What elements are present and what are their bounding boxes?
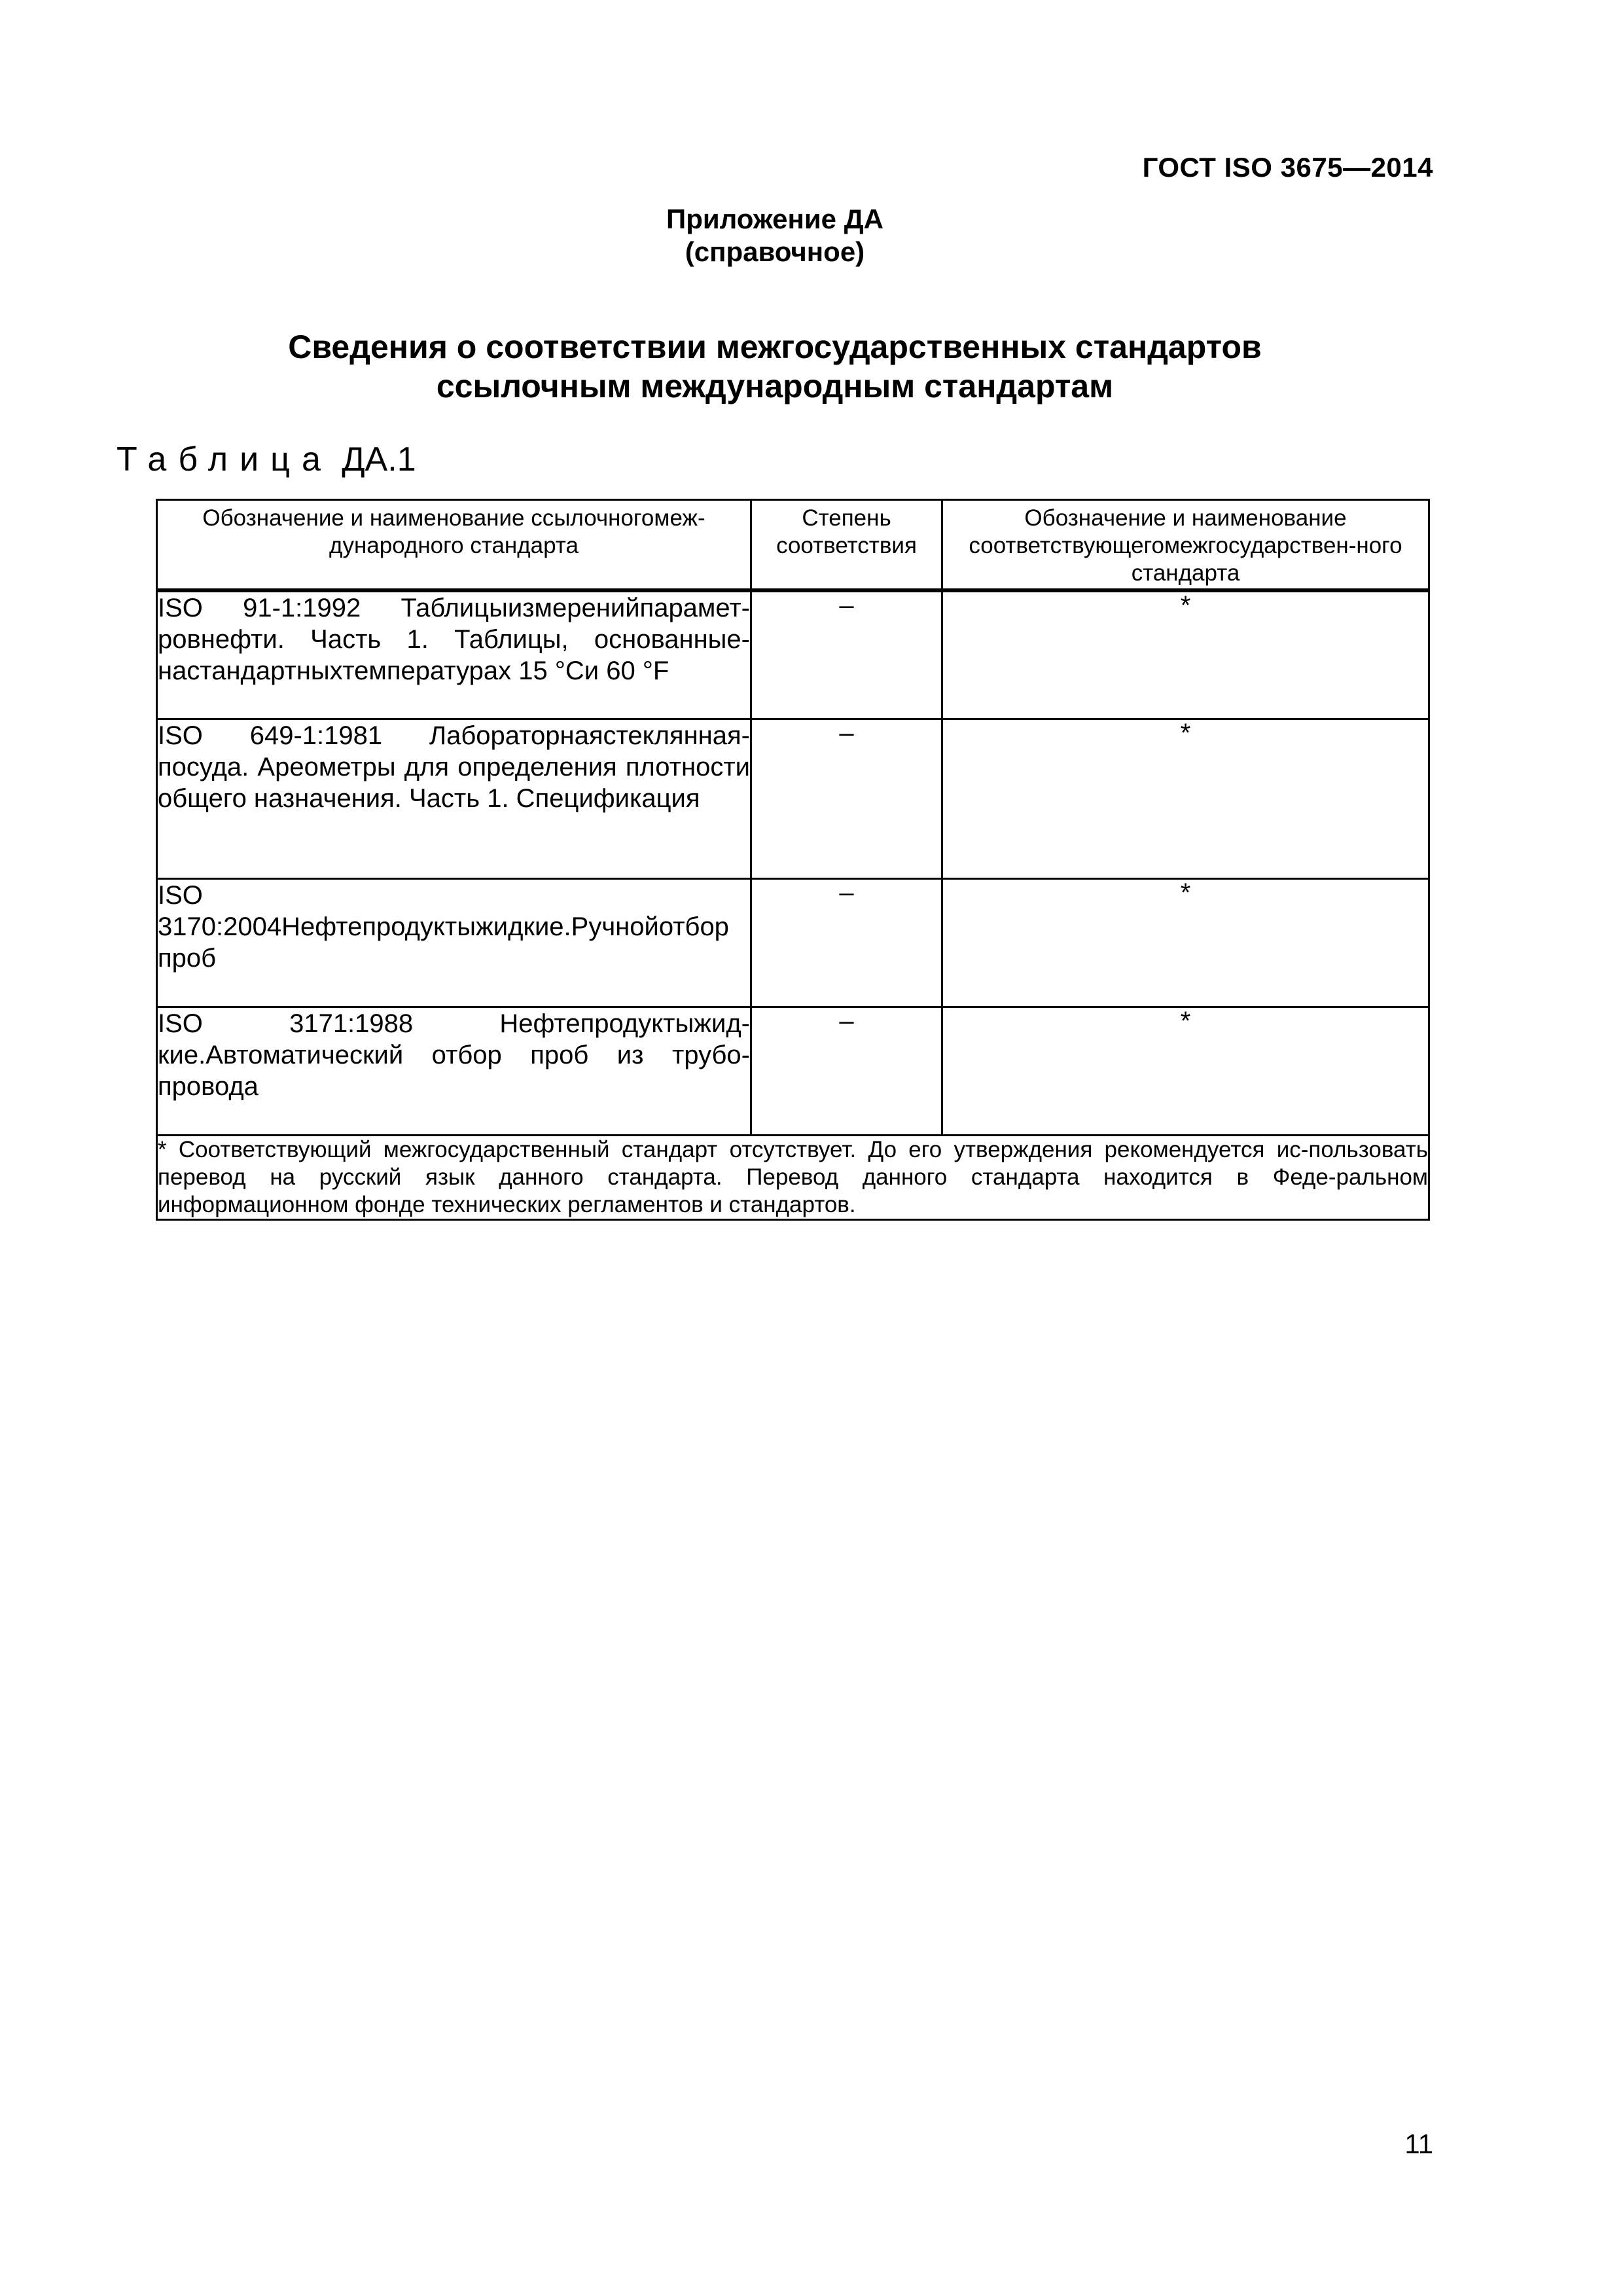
table-row [157, 719, 1429, 878]
reference-standard-cell: ISO 649-1:1981 Лабораторнаястеклянная-посуда. Ареометры для определения плотности общего назначения. Часть 1. Спецификация [157, 719, 751, 878]
interstate-standard-cell: * [942, 719, 1429, 878]
reference-standard-cell: ISO 3170:2004Нефтепродуктыжидкие.Ручнойотбор проб [157, 878, 751, 1007]
interstate-standard-cell: * [942, 1007, 1429, 1135]
page-number: 11 [1404, 2128, 1433, 2159]
section-title-line-1: Сведения о соответствии межгосударственных стандартов [288, 329, 1262, 365]
reference-standard-cell: ISO 3171:1988 Нефтепродуктыжид-кие.Автоматический отбор проб из трубо-провода [157, 1007, 751, 1135]
table-header-row [157, 500, 1429, 591]
appendix-title: Приложение ДА [666, 204, 883, 234]
section-title [0, 327, 1550, 406]
appendix-subtitle: (справочное) [685, 236, 865, 267]
correspondence-table [156, 499, 1430, 1221]
header-reference-standard: Обозначение и наименование ссылочногомеж-дународного стандарта [157, 500, 751, 591]
document-code: ГОСТ ISO 3675—2014 [1142, 152, 1433, 183]
table-label-word: Таблица [116, 440, 332, 478]
table-footnote-row [157, 1135, 1429, 1219]
degree-cell: – [751, 719, 942, 878]
table-row [157, 590, 1429, 719]
appendix-heading [0, 203, 1550, 268]
interstate-standard-cell: * [942, 590, 1429, 719]
section-title-line-2: ссылочным международным стандартам [436, 368, 1114, 404]
table-row [157, 878, 1429, 1007]
table-footnote: * Соответствующий межгосударственный стандарт отсутствует. До его утверждения рекомендуется ис-пользовать перевод на русский язык данного стандарта. Перевод данного стандарта находится в Феде-ральном информационном фонде технических регламентов и стандартов. [157, 1135, 1429, 1219]
table-row [157, 1007, 1429, 1135]
table-label [116, 440, 416, 479]
table-label-number: ДА.1 [342, 440, 416, 478]
degree-cell: – [751, 1007, 942, 1135]
header-interstate-standard: Обозначение и наименование соответствующегомежгосударствен-ного стандарта [942, 500, 1429, 591]
degree-cell: – [751, 590, 942, 719]
degree-cell: – [751, 878, 942, 1007]
header-degree-of-correspondence: Степень соответствия [751, 500, 942, 591]
interstate-standard-cell: * [942, 878, 1429, 1007]
reference-standard-cell: ISO 91-1:1992 Таблицыизмеренийпарамет-ровнефти. Часть 1. Таблицы, основанные-настандартныхтемпературах 15 °Си 60 °F [157, 590, 751, 719]
